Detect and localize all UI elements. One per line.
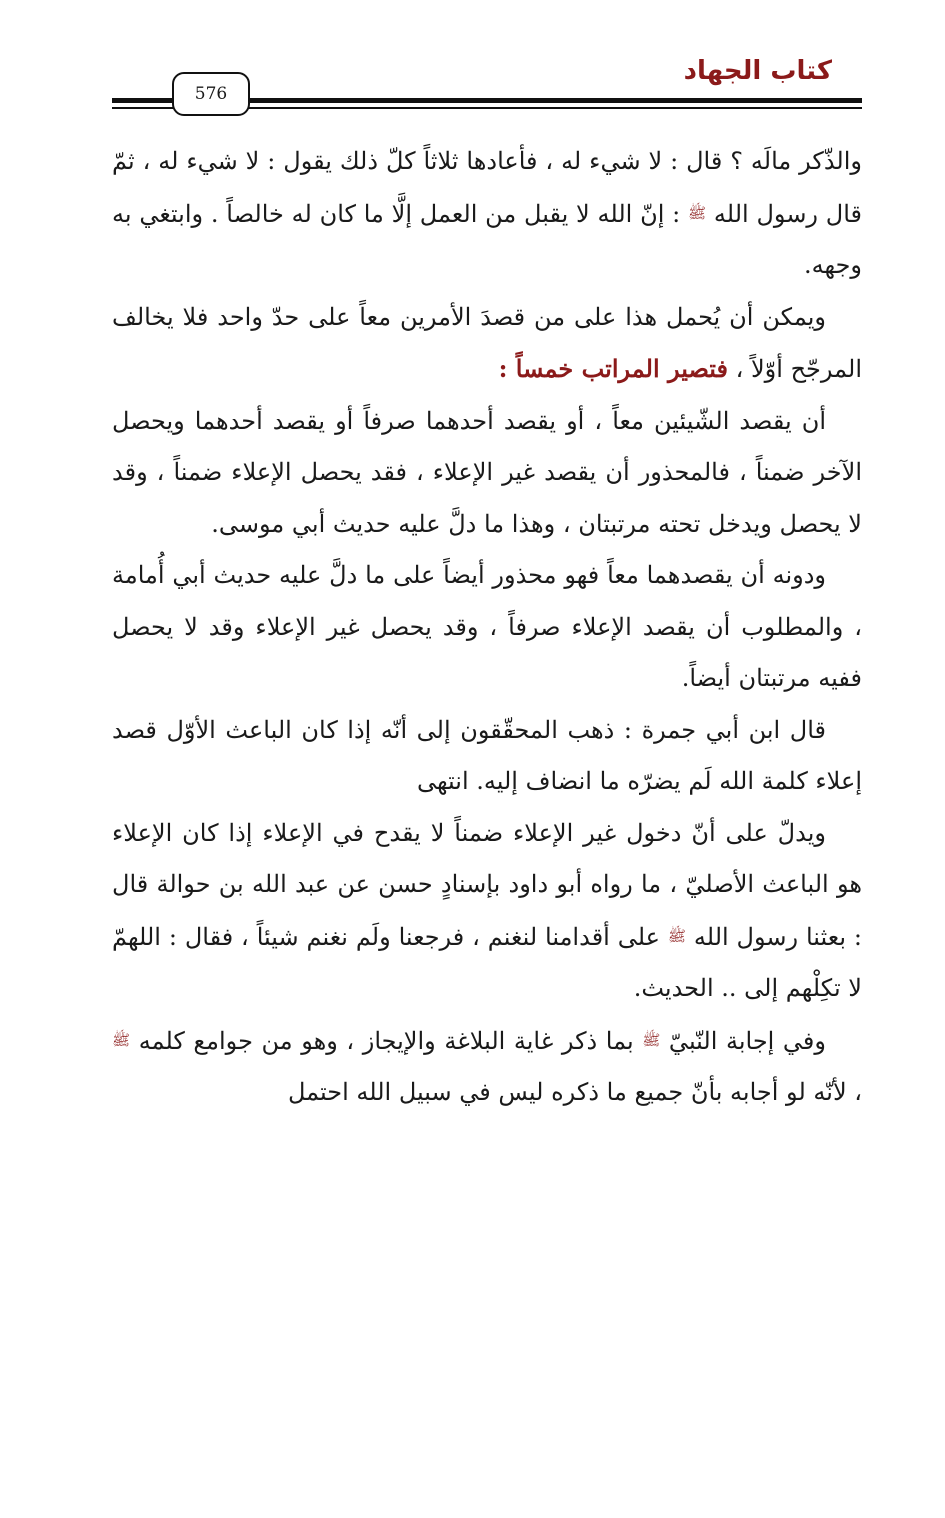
paragraph: ويمكن أن يُحمل هذا على من قصدَ الأمرين معاً على حدّ واحد فلا يخالف المرجّح أوّلاً ، فتصير المراتب خمساً : [112, 302, 862, 383]
paragraph: وفي إجابة النّبيّ ﷺ بما ذكر غاية البلاغة والإيجاز ، وهو من جوامع كلمه ﷺ ، لأنّه لو أجابه بأنّ جميع ما ذكره ليس في سبيل الله احتمل [112, 1026, 862, 1106]
page-header [112, 50, 862, 120]
paragraph: والذّكر مالَه ؟ قال : لا شيء له ، فأعادها ثلاثاً كلّ ذلك يقول : لا شيء له ، ثمّ قال رسول الله ﷺ : إنّ الله لا يقبل من العمل إلَّا ما كان له خالصاً . وابتغي به وجهه. [112, 147, 863, 279]
paragraph: ويدلّ على أنّ دخول غير الإعلاء ضمناً لا يقدح في الإعلاء إذا كان الإعلاء هو الباعث الأصليّ ، ما رواه أبو داود بإسنادٍ حسن عن عبد الله بن حوالة قال : بعثنا رسول الله ﷺ على أقدامنا لنغنم ، فرجعنا ولَم نغنم شيئاً ، فقال : اللهمّ لا تكِلْهم إلى .. الحديث. [112, 818, 862, 1002]
salutation-glyph: ﷺ [112, 1030, 131, 1049]
page-number: 576 [194, 84, 228, 104]
salutation-glyph: ﷺ [642, 1030, 661, 1049]
salutation-glyph: ﷺ [688, 203, 707, 222]
paragraph: أن يقصد الشّيئين معاً ، أو يقصد أحدهما صرفاً أو يقصد أحدهما ويحصل الآخر ضمناً ، فالمحذور أن يقصد غير الإعلاء ، فقد يحصل الإعلاء ضمناً ، وقد لا يحصل ويدخل تحته مرتبتان ، وهذا ما دلَّ عليه حديث أبي موسى. [112, 406, 862, 538]
page-number-badge [172, 72, 250, 116]
highlighted-phrase: فتصير المراتب خمساً : [498, 354, 728, 383]
paragraph: قال ابن أبي جمرة : ذهب المحقّقون إلى أنّه إذا كان الباعث الأوّل قصد إعلاء كلمة الله لَم يضرّه ما انضاف إليه. انتهى [112, 715, 862, 795]
book-title: كتاب الجهاد [683, 56, 832, 86]
salutation-glyph: ﷺ [667, 926, 686, 945]
paragraph: ودونه أن يقصدهما معاً فهو محذور أيضاً على ما دلَّ عليه حديث أبي أُمامة ، والمطلوب أن يقصد الإعلاء صرفاً ، وقد يحصل غير الإعلاء وقد لا يحصل ففيه مرتبتان أيضاً. [112, 561, 862, 692]
page-body [112, 136, 862, 1119]
